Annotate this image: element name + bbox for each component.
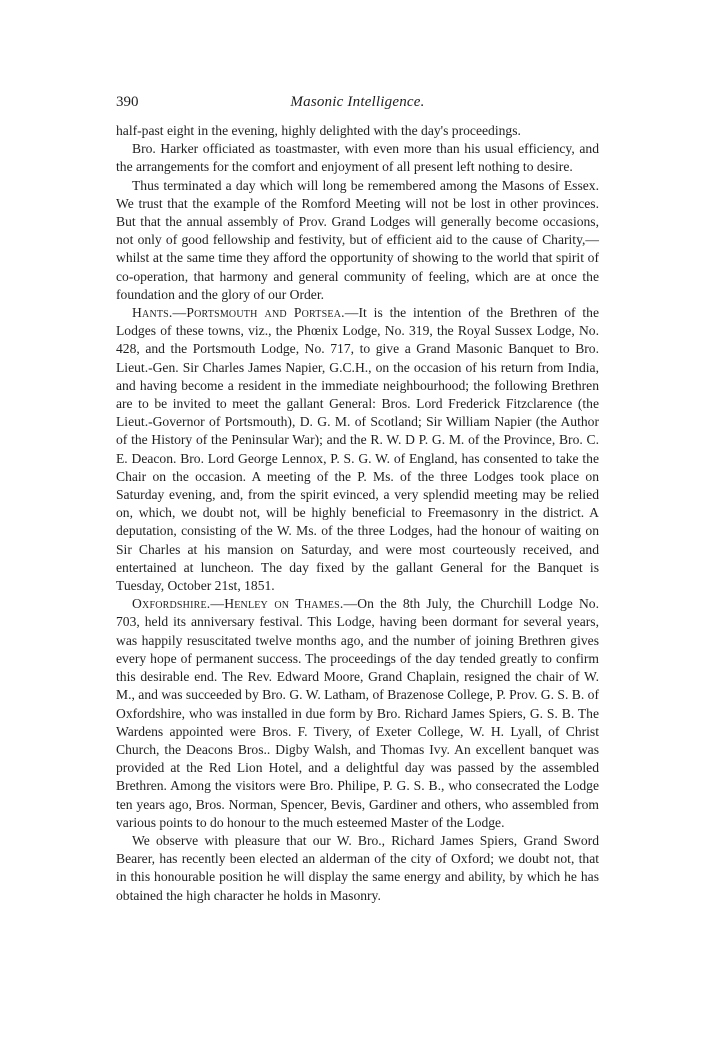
paragraph-text: half-past eight in the evening, highly delighted with the day's proceedings. — [116, 123, 521, 138]
paragraph-oxfordshire — [116, 595, 599, 832]
paragraph-spiers — [116, 832, 599, 905]
paragraph-text: We observe with pleasure that our W. Bro., Richard James Spiers, Grand Sword Bearer, has recently been elected an alderman of the city of Oxford; we doubt not, that in this honourable position he will display the same energy and ability, by which he has obtained the high character he holds in Masonry. — [116, 832, 599, 903]
paragraph-text: On the 8th July, the Churchill Lodge No. 703, held its anniversary festival. This Lodge, having been dormant for several years, was happily resuscitated twelve months ago, and the number of joining Brethren gives every hope of permanent success. The proceedings of the day tended greatly to confirm this desirable end. The Rev. Edward Moore, Grand Chaplain, resigned the chair of W. M., and was succeeded by Bro. G. W. Latham, of Brazenose College, P. Prov. G. S. B. of Oxfordshire, who was installed in due form by Bro. Richard James Spiers, G. S. B. The Wardens appointed were Bros. F. Tivery, of Exeter College, W. H. Lyall, of Christ Church, the Deacons Bros.. Digby Walsh, and Thomas Ivy. An excellent banquet was provided at the Red Lion Hotel, and a delightful day was passed by the assembled Brethren. Among the visitors were Bro. Philipe, P. G. S. B., who consecrated the Lodge ten years ago, Bros. Norman, Spencer, Bevis, Gardiner and others, who assembled from various points to do honour to the much esteemed Master of the Lodge. — [116, 596, 599, 830]
page-number: 390 — [116, 94, 139, 110]
running-title: Masonic Intelligence. — [290, 94, 425, 110]
paragraph-hants — [116, 304, 599, 595]
article-body — [116, 122, 599, 905]
paragraph-text: It is the intention of the Brethren of the Lodges of these towns, viz., the Phœnix Lodge, No. 319, the Royal Sussex Lodge, No. 428, and the Portsmouth Lodge, No. 717, to give a Grand Masonic Banquet to Bro. Lieut.-Gen. Sir Charles James Napier, G.C.H., on the occasion of his return from India, and having become a resident in the immediate neighbourhood; the following Brethren are to be invited to meet the gallant General: Bros. Lord Frederick Fitzclarence (the Lieut.-Governor of Portsmouth), D. G. M. of Scotland; Sir William Napier (the Author of the History of the Peninsular War); and the R. W. D P. G. M. of the Province, Bro. C. E. Deacon. Bro. Lord George Lennox, P. S. G. W. of England, has consented to take the Chair on the occasion. A meeting of the P. Ms. of the three Lodges took place on Saturday evening, and, from the spirit evinced, a very splendid meeting may be relied on, which, we doubt not, will be highly beneficial to Freemasonry in the district. A deputation, consisting of the W. Ms. of the three Lodges, had the honour of waiting on Sir Charles at his mansion on Saturday, and were most courteously received, and entertained at luncheon. The day fixed by the gallant General for the Banquet is Tuesday, October 21st, 1851. — [116, 305, 599, 594]
page — [116, 92, 599, 905]
paragraph-essex-summary — [116, 177, 599, 304]
page-header — [116, 92, 599, 122]
paragraph-toastmaster — [116, 140, 599, 176]
paragraph-text: Thus terminated a day which will long be remembered among the Masons of Essex. We trust that the example of the Romford Meeting will not be lost in other provinces. But that the annual assembly of Prov. Grand Lodges will generally become occasions, not only of good fellowship and festivity, but of efficient aid to the cause of Charity,—whilst at the same time they afford the opportunity of showing to the world that spirit of co-operation, that harmony and general community of feeling, which are at once the foundation and the glory of our Order. — [116, 177, 599, 302]
paragraph-text: Bro. Harker officiated as toastmaster, with even more than his usual efficiency, and the arrangements for the comfort and enjoyment of all present left nothing to desire. — [116, 141, 599, 175]
section-heading-oxfordshire: Oxfordshire.—Henley on Thames.— — [132, 596, 358, 612]
section-heading-hants: Hants.—Portsmouth and Portsea.— — [132, 305, 359, 321]
paragraph-continuation — [116, 122, 599, 140]
